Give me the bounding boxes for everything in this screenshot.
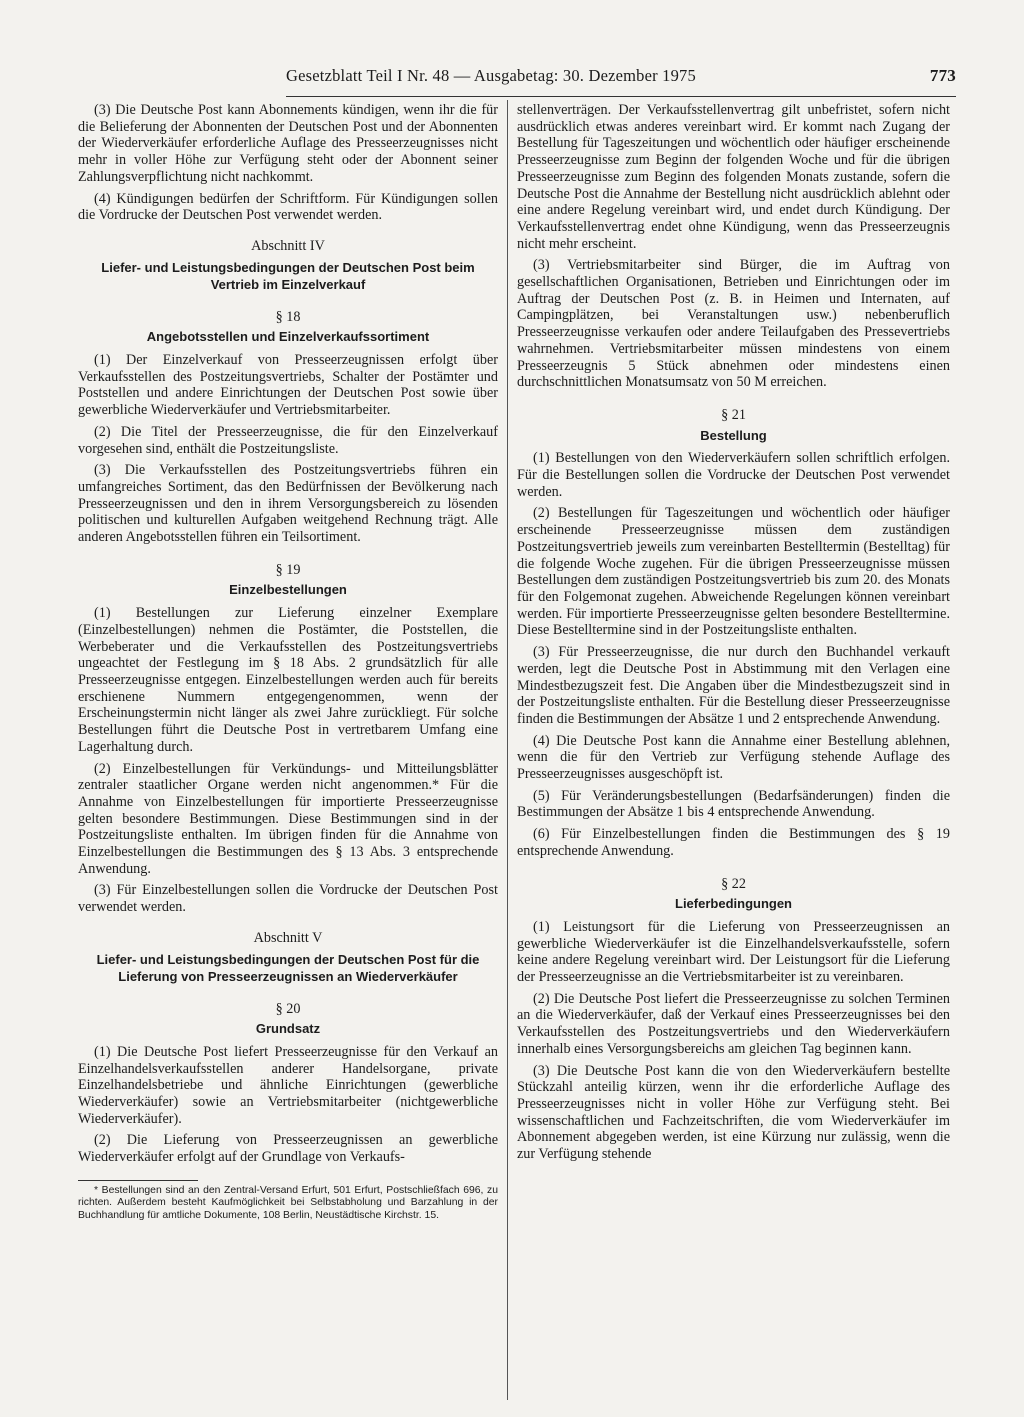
paragraph: (3) Für Einzelbestellungen sollen die Vordrucke der Deutschen Post verwendet werden.: [78, 882, 498, 916]
paragraph: (1) Bestellungen von den Wiederverkäufern sollen schriftlich erfolgen. Für die Bestellungen sollen die Vordrucke der Deutschen Post verwendet werden.: [517, 450, 950, 500]
paragraph: (3) Die Verkaufsstellen des Postzeitungsvertriebs führen ein umfangreiches Sortiment, das den Bedürfnissen der Bevölkerung nach Presseerzeugnissen und den in ihrem Versorgungsbereich zu lösenden politischen und kulturellen Aufgaben weitgehend Rechnung trägt. Alle anderen Angebotsstellen führen ein Teilsortiment.: [78, 462, 498, 546]
paragraph: (4) Die Deutsche Post kann die Annahme einer Bestellung ablehnen, wenn die für den Vertrieb zur Verfügung stehende Auflage des Presseerzeugnisses ausgeschöpft ist.: [517, 732, 950, 783]
footnote: * Bestellungen sind an den Zentral-Versand Erfurt, 501 Erfurt, Postschließfach 696, zu richten. Außerdem besteht Kaufmöglichkeit bei Selbstabholung und Barzahlung in der Buchhandlung für amtliche Dokumente, 108 Berlin, Neustädtische Kirchstr. 15.: [78, 1184, 498, 1222]
paragraph-number: § 18: [275, 308, 301, 325]
section-heading: Abschnitt IV: [251, 237, 325, 254]
column-divider: [507, 100, 508, 1400]
page-header: [286, 62, 956, 92]
page-number: 773: [929, 66, 956, 85]
paragraph: (1) Die Deutsche Post liefert Presseerzeugnisse für den Verkauf an Einzelhandelsverkaufsstellen anderer Handelsorgane, private Einzelhandelsbetriebe und ähnliche Einrichtungen (gewerbliche Wiederverkäufer) sowie an Vertriebsmitarbeiter (nichtgewerbliche Wiederverkäufer).: [78, 1043, 498, 1127]
right-column: [517, 102, 950, 1168]
paragraph-title: Angebotsstellen und Einzelverkaufssortiment: [146, 329, 430, 345]
paragraph: (3) Die Deutsche Post kann die von den Wiederverkäufern bestellte Stückzahl anteilig kürzen, wenn ihr die erforderliche Auflage des Presseerzeugnisses nicht in voller Höhe zur Verfügung steht. Bei wissenschaftlichen und Fachzeitschriften, die vom Wiederverkäufer im Abonnement abgegeben werden, ist eine Kürzung nur zulässig, wenn die zur Verfügung stehende: [517, 1062, 950, 1163]
paragraph: (2) Die Deutsche Post liefert die Presseerzeugnisse zu solchen Terminen an die Wiederverkäufer, daß der Verkauf eines Presseerzeugnisses bei den Verkaufsstellen des Postzeitungsvertriebs und den Wiederverkäufern innerhalb eines Versorgungsbereichs am gleichen Tag beginnen kann.: [517, 990, 950, 1057]
paragraph-number: § 21: [721, 406, 746, 423]
paragraph-number: § 22: [721, 875, 746, 892]
paragraph-title: Einzelbestellungen: [229, 582, 347, 598]
paragraph: (2) Die Titel der Presseerzeugnisse, die für den Einzelverkauf vorgesehen sind, enthält die Postzeitungsliste.: [78, 423, 498, 457]
paragraph: (3) Für Presseerzeugnisse, die nur durch den Buchhandel verkauft werden, legt die Deutsche Post in Abstimmung mit den Verlagen eine Mindestbezugszeit fest. Die Angaben über die Mindestbezugszeit sind in der Postzeitungsliste enthalten. Für die Bestellung dieser Presseerzeugnisse finden die Bestimmungen der Absätze 1 und 2 entsprechende Anwendung.: [517, 644, 950, 727]
paragraph: (1) Der Einzelverkauf von Presseerzeugnissen erfolgt über Verkaufsstellen des Postzeitungsvertriebs, Schalter der Postämter und Poststellen und andere Einrichtungen der Deutschen Post sowie über gewerbliche Wiederverkäufer und Vertriebsmitarbeiter.: [78, 352, 498, 419]
footnote-rule: [78, 1180, 198, 1181]
header-rule: [286, 96, 956, 97]
section-heading: Abschnitt V: [253, 929, 323, 946]
header-title: Gesetzblatt Teil I Nr. 48 — Ausgabetag: 30. Dezember 1975: [286, 66, 696, 85]
section-title: Liefer- und Leistungsbedingungen der Deutschen Post beim Vertrieb im Einzelverkauf: [101, 259, 475, 292]
left-column: [78, 102, 498, 1228]
paragraph: (1) Leistungsort für die Lieferung von Presseerzeugnissen an gewerbliche Wiederverkäufer ist die Einzelhandelsverkaufsstelle, sofern keine andere Regelung vereinbart wird. Der Leistungsort für die Lieferung der Presseerzeugnisse an die Vertriebsmitarbeiter ist zu vereinbaren.: [517, 918, 950, 986]
paragraph: (1) Bestellungen zur Lieferung einzelner Exemplare (Einzelbestellungen) nehmen die Postämter, die Poststellen, die Werbeberater und die Verkaufsstellen des Postzeitungsvertriebs ungeachtet der Festlegung im § 18 Abs. 2 grundsätzlich für alle Presseerzeugnisse entgegen. Einzelbestellungen werden auch für bereits erschienene Nummern entgegengenommen, wenn der Erscheinungstermin nicht länger als zwei Jahre zurückliegt. Für solche Bestellungen führt die Deutsche Post in vertretbarem Umfang eine Lagerhaltung durch.: [78, 605, 498, 755]
paragraph: stellenverträgen. Der Verkaufsstellenvertrag gilt unbefristet, sofern nicht ausdrücklich etwas anderes vereinbart wird. Er kommt nach Zugang der Bestellung für Tageszeitungen und wöchentlich oder häufiger erscheinende Presseerzeugnisse zum Beginn der folgenden Woche und für die übrigen Presseerzeugnisse zum Beginn des folgenden Monats zustande, sofern die Deutsche Post die Annahme der Bestellung nicht ausdrücklich ablehnt oder eine andere Regelung vereinbart wird, und endet durch Kündigung. Der Verkaufsstellenvertrag endet ohne Kündigung, wenn das Presseerzeugnis nicht mehr erscheint.: [517, 102, 950, 252]
paragraph-title: Bestellung: [700, 427, 767, 443]
paragraph: (2) Bestellungen für Tageszeitungen und wöchentlich oder häufiger erscheinende Presseerzeugnisse müssen dem zuständigen Postzeitungsvertrieb jeweils zum vereinbarten Bestelltermin (Bestelltag) für die folgende Woche zugehen. Für die übrigen Presseerzeugnisse müssen Bestellungen dem zuständigen Postzeitungsvertrieb bis zum 20. des Monats für den Folgemonat zugehen. Abweichende Regelungen können vereinbart werden. Für importierte Presseerzeugnisse gelten besondere Bestelltermine. Diese Bestelltermine sind in der Postzeitungsliste enthalten.: [517, 505, 950, 639]
paragraph: (6) Für Einzelbestellungen finden die Bestimmungen des § 19 entsprechende Anwendung.: [517, 826, 950, 859]
paragraph-title: Lieferbedingungen: [675, 896, 792, 912]
paragraph-number: § 19: [275, 561, 301, 578]
paragraph: (4) Kündigungen bedürfen der Schriftform. Für Kündigungen sollen die Vordrucke der Deutschen Post verwendet werden.: [78, 190, 498, 224]
paragraph-title: Grundsatz: [255, 1021, 321, 1037]
paragraph-number: § 20: [275, 1000, 301, 1017]
paragraph: (5) Für Veränderungsbestellungen (Bedarfsänderungen) finden die Bestimmungen der Absätze 1 bis 4 entsprechende Anwendung.: [517, 787, 950, 821]
section-title: Liefer- und Leistungsbedingungen der Deutschen Post für die Lieferung von Presseerzeugnissen an Wiederverkäufer: [96, 951, 480, 984]
paragraph: (3) Vertriebsmitarbeiter sind Bürger, die im Auftrag von gesellschaftlichen Organisationen, Betrieben und Einrichtungen oder im Auftrag der Deutschen Post (z. B. in Heimen und Internaten, auf Campingplätzen, bei Veranstaltungen usw.) nebenberuflich Presseerzeugnisse verkaufen oder andere Teilaufgaben des Pressevertriebs wahrnehmen. Vertriebsmitarbeiter müssen mindestens von einem Presseerzeugnis 5 Stück abnehmen oder mindestens einen durchschnittlichen Monatsumsatz von 50 M erreichen.: [517, 257, 950, 391]
paragraph: (2) Die Lieferung von Presseerzeugnissen an gewerbliche Wiederverkäufer erfolgt auf der Grundlage von Verkaufs-: [78, 1132, 498, 1166]
paragraph: (3) Die Deutsche Post kann Abonnements kündigen, wenn ihr die für die Belieferung der Abonnenten der Deutschen Post und der Abonnenten der Wiederverkäufer erforderliche Auflage des Presseerzeugnisses nicht mehr in voller Höhe zur Verfügung steht oder der Abonnent seiner Zahlungsverpflichtung nicht nachkommt.: [78, 102, 498, 185]
paragraph: (2) Einzelbestellungen für Verkündungs- und Mitteilungsblätter zentraler staatlicher Organe werden nicht angenommen.* Für die Annahme von Einzelbestellungen für importierte Presseerzeugnisse gelten besondere Bestimmungen. Diese Bestimmungen sind in der Postzeitungsliste enthalten. Im übrigen finden für die Annahme von Einzelbestellungen die Bestimmungen des § 13 Abs. 3 entsprechende Anwendung.: [78, 760, 498, 877]
